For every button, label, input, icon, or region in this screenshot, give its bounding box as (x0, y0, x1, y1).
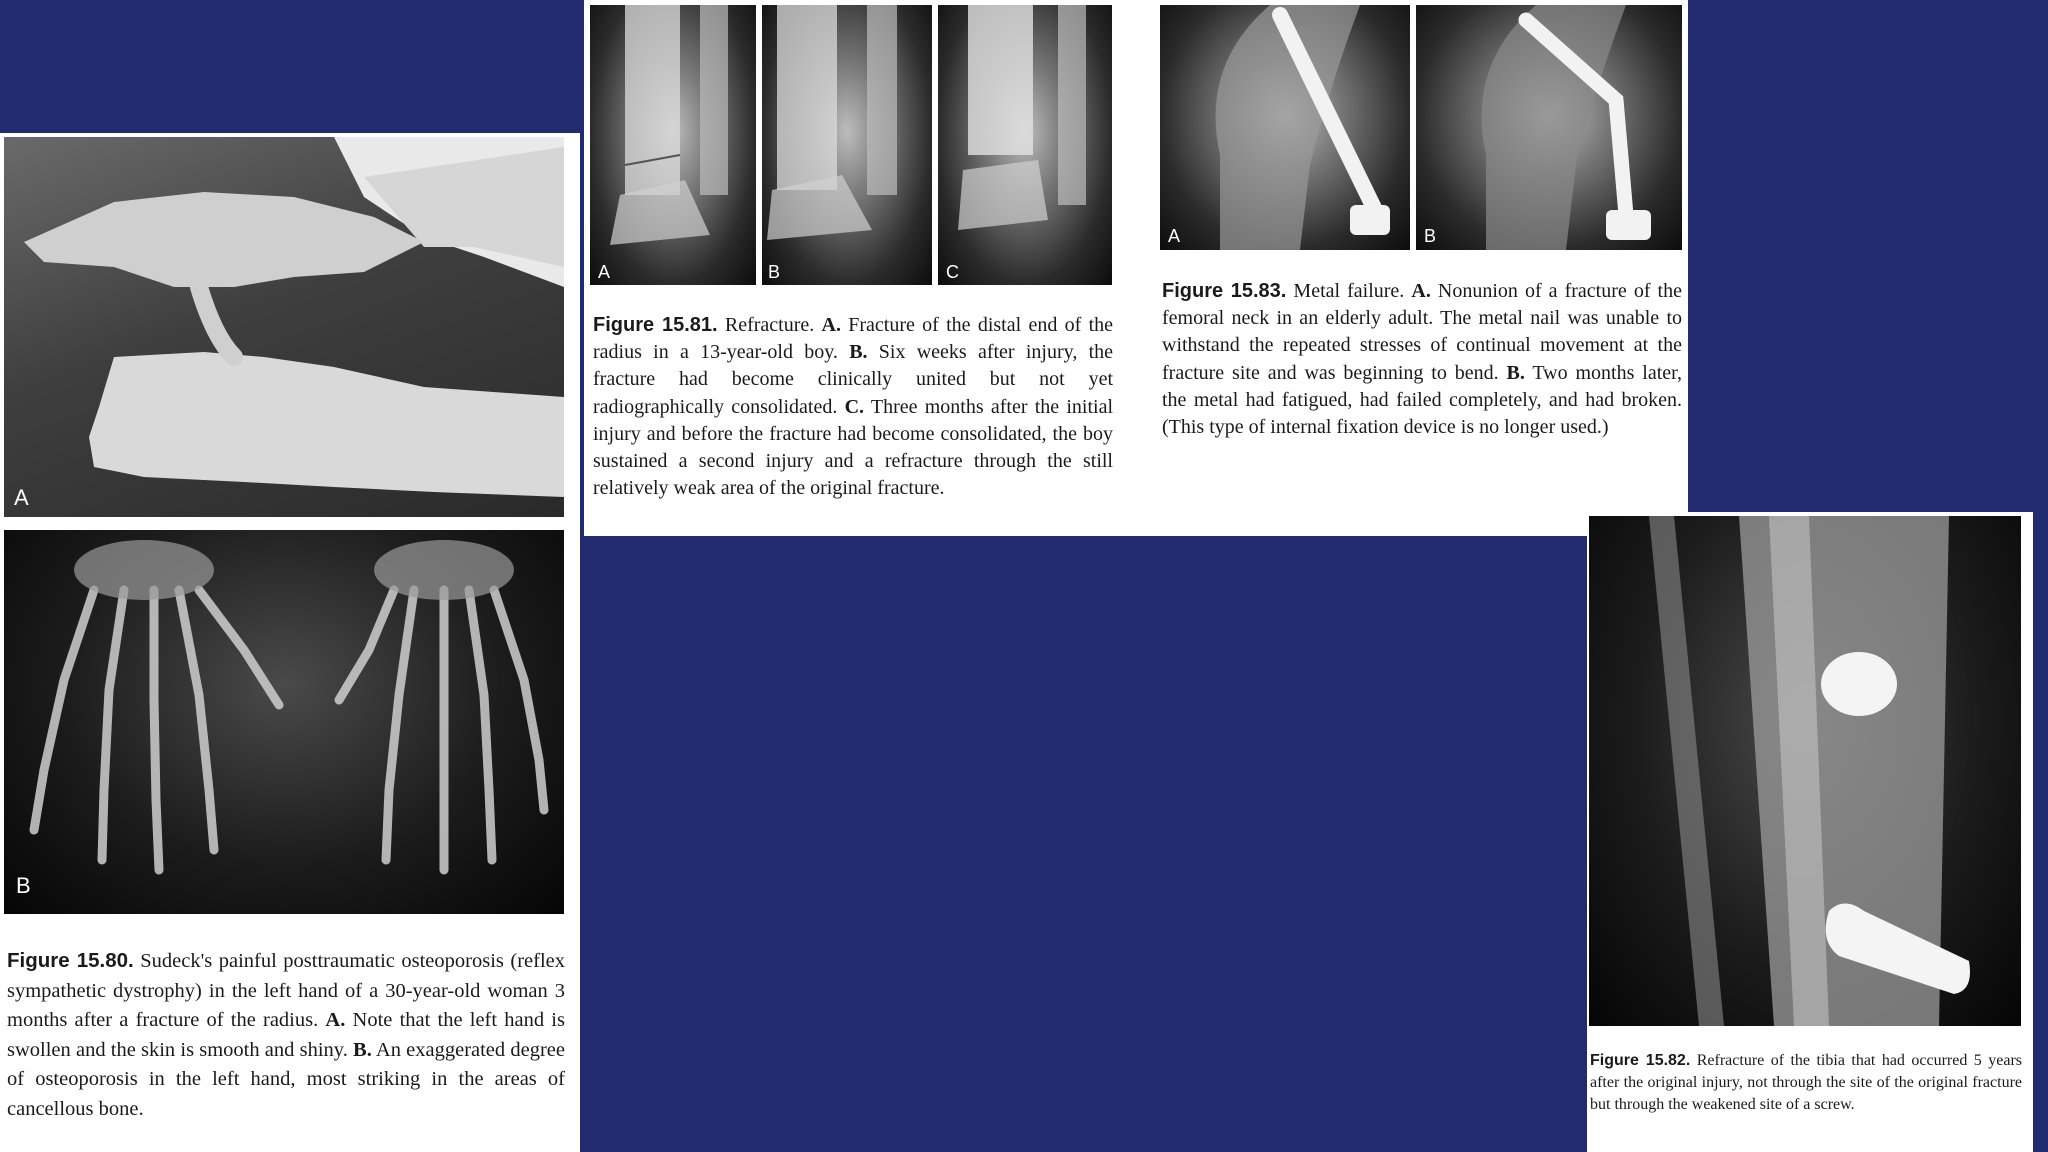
caption-text: Three months after the initial injury and before the fracture had become consolidated, the boy sustained a second injury and a refracture through the still relatively weak area of the original fracture. (593, 395, 1114, 500)
femur-nail-illustration (1160, 5, 1410, 250)
hands-photo-illustration (4, 137, 564, 517)
radius-bones-illustration (938, 5, 1112, 285)
caption-marker-a: A. (821, 314, 841, 336)
radius-xray-b (762, 5, 932, 285)
caption-marker-b: B. (353, 1038, 372, 1061)
panel-label-c: C (946, 262, 959, 282)
figure-number: Figure 15.81. (593, 314, 718, 336)
figure-number: Figure 15.82. (1590, 1052, 1691, 1069)
caption-marker-a: A. (325, 1009, 346, 1031)
caption-text: Two months later, the metal had fatigued, had failed completely, and had broken. (This type of internal fixation device is no longer used.) (1162, 361, 1682, 439)
figure-number: Figure 15.83. (1162, 280, 1287, 302)
figure-15-82-panel (1587, 512, 2033, 1152)
caption-text: An exaggerated degree of osteoporosis in the left hand, most striking in the areas of cancellous bone. (7, 1038, 565, 1120)
figure-15-80-panel (0, 133, 580, 1152)
caption-marker-a: A. (1411, 280, 1431, 302)
radius-xray-a (590, 5, 756, 285)
tibia-xray (1589, 516, 2021, 1026)
caption-text: Metal failure. (1293, 280, 1412, 302)
panel-label-b: B (1424, 226, 1437, 246)
femur-xray-a (1160, 5, 1410, 250)
radius-bones-illustration (590, 5, 756, 285)
radius-bones-illustration (762, 5, 932, 285)
caption-text: Refracture of the tibia that had occurred 5 years after the original injury, not through the site of the original fracture but through the weakened site of a screw. (1590, 1052, 2022, 1113)
caption-marker-b: B. (849, 341, 868, 364)
panel-label-a: A (598, 262, 611, 282)
figure-15-83-caption (1162, 278, 1682, 441)
hands-xray-b (4, 530, 564, 914)
caption-text: Refracture. (724, 314, 822, 336)
hand-bones-illustration (4, 530, 564, 914)
caption-text: Six weeks after injury, the fracture had become clinically united but not yet radiographically consolidated. (593, 341, 1114, 418)
caption-marker-b: B. (1506, 361, 1525, 384)
caption-text: Note that the left hand is swollen and the skin is smooth and shiny. (7, 1009, 565, 1061)
figure-15-82-caption (1590, 1050, 2022, 1116)
caption-marker-c: C. (844, 395, 865, 418)
panel-label-b: B (768, 262, 781, 282)
figure-15-80-caption (7, 946, 565, 1124)
caption-text: Fracture of the distal end of the radius in a 13-year-old boy. (593, 314, 1114, 364)
figure-15-81-83-panel (584, 0, 1688, 536)
figure-15-81-caption (593, 312, 1113, 502)
figure-number: Figure 15.80. (7, 949, 134, 972)
femur-xray-b (1416, 5, 1682, 250)
panel-label-a: A (1168, 226, 1181, 246)
hands-photo-a (4, 137, 564, 517)
femur-nail-illustration (1416, 5, 1682, 250)
caption-text: Sudeck's painful posttraumatic osteoporosis (reflex sympathetic dystrophy) in the left hand of a 30-year-old woman 3 months after a fracture of the radius. (7, 950, 565, 1031)
tibia-screws-illustration (1589, 516, 2021, 1026)
panel-label-b: B (16, 873, 31, 898)
panel-label-a: A (14, 485, 29, 510)
radius-xray-c (938, 5, 1112, 285)
caption-text: Nonunion of a fracture of the femoral neck in an elderly adult. The metal nail was unable to withstand the repeated stresses of continual movement at the fracture site and was beginning to bend. (1162, 280, 1682, 384)
